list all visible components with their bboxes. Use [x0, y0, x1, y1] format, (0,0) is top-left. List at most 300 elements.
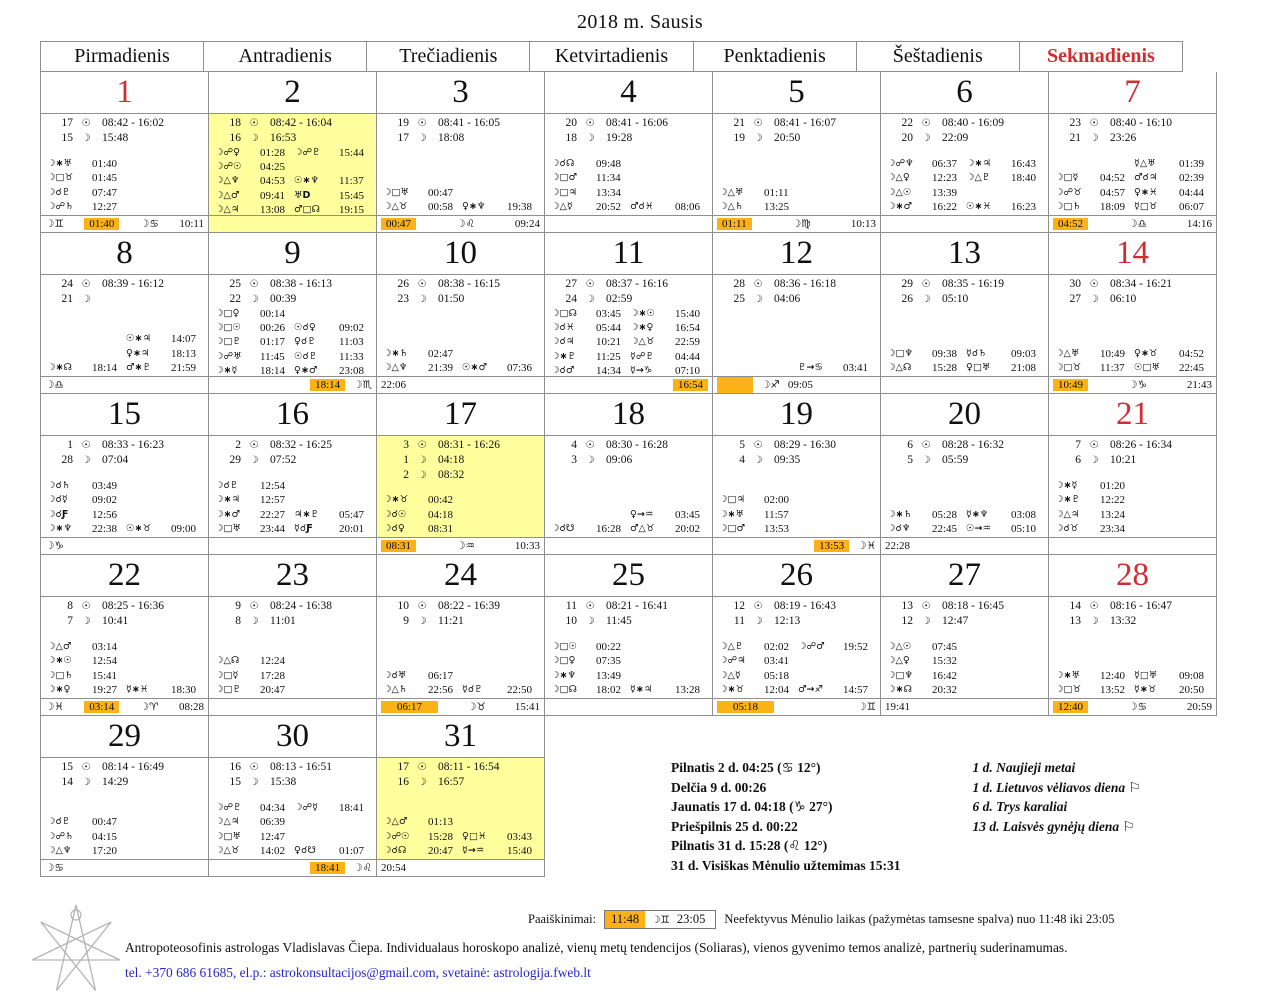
aspect-time [675, 186, 709, 200]
aspect-time [843, 186, 877, 200]
day-content [881, 597, 1048, 698]
moon-sign-token: ☽♉ [467, 701, 486, 713]
week-row-2 [41, 233, 1212, 394]
aspect-time: 16:54 [675, 322, 701, 335]
sun-icon: ☉ [585, 118, 595, 129]
sunrise-sunset-time: 08:38 - 16:13 [270, 278, 332, 290]
moon-sign-bar [41, 859, 208, 876]
moonrise-time: 16:57 [438, 776, 465, 788]
aspect-row [1055, 361, 1213, 375]
sun-icon: ☉ [753, 118, 763, 129]
moon-line [215, 453, 373, 468]
aspect-time: 02:47 [428, 347, 454, 360]
aspect-row [215, 493, 373, 507]
moon-sign-token: ☽♋ [1128, 701, 1147, 713]
aspect-time: 21:08 [1011, 361, 1037, 374]
sun-icon: ☉ [585, 440, 595, 451]
sun-line [719, 277, 877, 292]
moon-icon: ☽ [417, 294, 427, 305]
aspect-time: 19:15 [339, 203, 365, 215]
moon-sign-bar [41, 376, 208, 393]
sun-icon: ☉ [921, 279, 931, 290]
aspect-symbols [294, 669, 339, 683]
day-content [377, 758, 544, 859]
sunrise-sunset-time: 08:37 - 16:16 [606, 278, 668, 290]
sunrise-sunset-time: 08:18 - 16:45 [942, 600, 1004, 612]
sun-icon: ☉ [1089, 279, 1099, 290]
moon-line [887, 131, 1045, 146]
voc-time: 16:54 [673, 379, 708, 391]
aspect-symbols: ☽△☊ [215, 655, 240, 667]
day-content [209, 436, 376, 537]
aspect-time: 04:52 [1179, 347, 1205, 360]
page-title: 2018 m. Sausis [577, 11, 703, 33]
sunrise-sunset-time: 08:34 - 16:21 [1110, 278, 1172, 290]
day-content [377, 597, 544, 698]
aspect-row [215, 321, 373, 335]
aspect-time: 04:15 [92, 830, 118, 843]
aspect-time: 09:08 [1179, 669, 1205, 682]
moonrise-time: 04:06 [774, 293, 801, 305]
day-cell-25 [545, 555, 713, 716]
day-cell-26 [713, 555, 881, 716]
day-number: 11 [612, 235, 645, 271]
day-number: 20 [948, 396, 981, 432]
ingress-time: 09:24 [514, 218, 540, 230]
moon-icon: ☽ [417, 455, 427, 466]
aspect-time: 19:52 [843, 641, 869, 654]
aspect-time [843, 669, 877, 683]
aspect-symbols: ☽△♆ [383, 361, 408, 373]
aspect-time [171, 669, 205, 683]
day-cell-17 [377, 394, 545, 555]
aspect-row [551, 335, 709, 349]
day-cell-14 [1049, 233, 1217, 394]
moon-line [383, 468, 541, 483]
calendar-table [40, 41, 1212, 877]
aspect-time [171, 830, 205, 844]
aspect-rows [383, 790, 541, 858]
sunrise-sunset-time: 08:29 - 16:30 [774, 439, 836, 451]
day-number-band [1049, 72, 1216, 114]
legend-voc-end: 23:05 [676, 912, 706, 926]
aspect-time [339, 815, 373, 829]
aspect-time: 05:18 [764, 669, 790, 682]
sunrise-sunset-time: 08:24 - 16:38 [270, 600, 332, 612]
aspect-symbols [294, 683, 339, 697]
aspect-symbols: ☽∗♉ [719, 683, 744, 695]
day-number-band [881, 233, 1048, 275]
moon-day-number: 2 [403, 469, 409, 481]
aspect-time: 20:52 [596, 200, 622, 213]
aspect-row [215, 801, 373, 815]
moon-icon: ☽ [249, 455, 259, 466]
day-cell-22 [41, 555, 209, 716]
moon-icon: ☽ [921, 133, 931, 144]
voc-time: 04:52 [1053, 218, 1088, 230]
aspect-symbols [462, 186, 507, 200]
day-content [881, 436, 1048, 537]
aspect-symbols: ☽∗♃ [966, 158, 991, 170]
aspect-row [383, 830, 541, 844]
moon-line [1055, 614, 1213, 629]
day-cell-9 [209, 233, 377, 394]
aspect-symbols: ☽☍♇ [215, 802, 242, 814]
sun-icon: ☉ [417, 762, 427, 773]
day-number: 26 [780, 557, 813, 593]
moonrise-time: 18:08 [438, 132, 465, 144]
aspect-time: 06:07 [1179, 200, 1205, 213]
aspect-symbols: ☽☍☉ [383, 830, 410, 842]
aspect-symbols: ☽□♄ [1055, 200, 1082, 212]
aspect-rows [1055, 146, 1213, 214]
aspect-symbols: ☽△♃ [215, 816, 240, 828]
aspect-time [675, 171, 709, 185]
day-cell-11 [545, 233, 713, 394]
voc-time: 13:53 [814, 540, 849, 552]
ingress-time: 10:11 [179, 218, 204, 230]
aspect-time: 18:40 [1011, 172, 1037, 185]
aspect-symbols: ☽□☉ [215, 322, 242, 334]
moon-icon: ☽ [1089, 133, 1099, 144]
moon-day-number: 23 [397, 293, 409, 305]
aspect-symbols: ☽☌♄ [47, 480, 71, 492]
aspect-row [215, 189, 373, 203]
week-row-1 [41, 72, 1212, 233]
aspect-symbols: ☽☍♉ [1055, 186, 1082, 198]
day-number-band [377, 555, 544, 597]
aspect-row [719, 508, 877, 522]
aspect-rows [719, 468, 877, 536]
sun-day-number: 24 [61, 278, 73, 290]
moon-day-number: 11 [733, 615, 745, 627]
aspect-row [719, 640, 877, 654]
aspect-time: 07:45 [932, 641, 958, 654]
aspect-time [171, 640, 205, 654]
sun-day-number: 2 [235, 439, 241, 451]
moonrise-time: 15:38 [270, 776, 297, 788]
aspect-time [339, 493, 373, 507]
moon-line [47, 131, 205, 146]
sunrise-sunset-time: 08:41 - 16:06 [606, 117, 668, 129]
aspect-row [887, 683, 1045, 697]
week-row-5 [41, 716, 1183, 877]
aspect-time: 04:44 [1179, 186, 1205, 199]
sun-icon: ☉ [585, 601, 595, 612]
sun-day-number: 11 [565, 600, 577, 612]
aspect-time [675, 654, 709, 668]
aspect-time [171, 815, 205, 829]
day-content [377, 275, 544, 376]
aspect-time: 20:47 [428, 844, 454, 857]
sun-line [383, 760, 541, 775]
aspect-symbols: ☽∗☉ [630, 308, 655, 319]
aspect-symbols: ☽△♄ [383, 683, 408, 695]
aspect-symbols: ☽☍♆ [887, 158, 914, 170]
aspect-time: 09:02 [339, 322, 365, 335]
aspect-symbols: ☿∗♃ [630, 683, 653, 695]
sunrise-sunset-time: 08:35 - 16:19 [942, 278, 1004, 290]
aspect-row [551, 640, 709, 654]
voc-time: 12:40 [1053, 701, 1088, 713]
moon-icon: ☽ [753, 294, 763, 305]
aspect-time [339, 683, 373, 697]
aspect-row [719, 361, 877, 375]
moon-sign-bar [1049, 537, 1216, 554]
moon-day-number: 7 [67, 615, 73, 627]
day-content [41, 275, 208, 376]
moonrise-time: 05:10 [942, 293, 969, 305]
moon-icon: ☽ [585, 294, 595, 305]
aspect-symbols [294, 830, 339, 844]
aspect-time: 22:59 [675, 336, 701, 349]
aspect-symbols: ♂△♉ [630, 522, 655, 534]
aspect-symbols: ☽△♆ [47, 844, 72, 856]
aspect-symbols: ☽∗♆ [551, 669, 576, 681]
moon-line [47, 614, 205, 629]
moon-day-number: 16 [397, 776, 409, 788]
aspect-symbols: ♀□♓ [462, 830, 487, 842]
aspect-symbols: ☿△♅ [1134, 158, 1156, 170]
aspect-symbols [126, 186, 171, 200]
aspect-row [551, 321, 709, 335]
moon-line [551, 614, 709, 629]
sun-line [215, 599, 373, 614]
aspect-symbols: ☽∗♂ [887, 200, 912, 212]
aspect-rows [383, 146, 541, 214]
aspect-time: 01:11 [764, 186, 789, 199]
moon-sign-bar [41, 215, 208, 232]
aspect-symbols: ☽□♃ [719, 494, 746, 506]
day-number: 13 [948, 235, 981, 271]
sun-day-number: 1 [67, 439, 73, 451]
sun-day-number: 14 [1069, 600, 1081, 612]
aspect-time: 15:40 [507, 844, 533, 857]
aspect-time: 17:20 [92, 844, 118, 857]
aspect-time: 13:28 [675, 683, 701, 696]
sun-line [887, 116, 1045, 131]
day-content [377, 114, 544, 215]
aspect-time [92, 332, 126, 346]
moon-sign-bar [1049, 215, 1216, 232]
moon-line [383, 775, 541, 790]
aspect-time: 14:57 [843, 683, 869, 696]
aspect-rows [887, 307, 1045, 375]
aspect-symbols: ☽□♅ [215, 522, 242, 534]
aspect-time: 02:39 [1179, 172, 1205, 185]
day-content [713, 436, 880, 537]
aspect-time: 11:45 [260, 350, 285, 363]
day-number: 9 [284, 235, 301, 271]
aspect-time: 10:21 [596, 336, 622, 349]
sun-day-number: 22 [901, 117, 913, 129]
aspect-symbols: ☽∗☊ [47, 361, 72, 373]
holidays-list [973, 758, 1141, 836]
sunrise-sunset-time: 08:21 - 16:41 [606, 600, 668, 612]
day-cell-20 [881, 394, 1049, 555]
day-number-band [209, 233, 376, 275]
aspect-symbols [126, 654, 171, 668]
aspect-rows [551, 629, 709, 697]
day-content [545, 436, 712, 537]
day-number: 22 [108, 557, 141, 593]
aspect-time: 16:28 [596, 522, 622, 535]
aspect-rows [383, 307, 541, 375]
day-cell-6 [881, 72, 1049, 233]
aspect-time [507, 508, 541, 522]
sun-line [215, 760, 373, 775]
aspect-symbols: ☉∗♉ [126, 522, 151, 534]
day-number-band [209, 716, 376, 758]
moon-icon: ☽ [417, 616, 427, 627]
voc-time: 01:40 [84, 218, 119, 230]
moon-line [719, 614, 877, 629]
ingress-time: 08:28 [178, 701, 204, 713]
day-cell-1 [41, 72, 209, 233]
aspect-row [47, 493, 205, 507]
aspect-symbols [1134, 522, 1179, 536]
voc-time: 01:11 [717, 218, 752, 230]
aspect-symbols: ☽∗♉ [383, 494, 408, 506]
aspect-symbols: ♀□♅ [966, 361, 991, 373]
aspect-row [551, 200, 709, 214]
moon-sign-bar [881, 537, 1048, 554]
aspect-row [551, 350, 709, 364]
aspect-symbols [1134, 508, 1179, 522]
aspect-row [719, 654, 877, 668]
aspect-row [551, 508, 709, 522]
aspect-time [507, 493, 541, 507]
moon-icon: ☽ [585, 616, 595, 627]
aspect-symbols: ☽□☿ [1055, 172, 1079, 184]
moon-sign-bar [41, 537, 208, 554]
aspect-symbols: ♂☌♓ [630, 200, 654, 212]
aspect-symbols: ♀☌☋ [294, 844, 316, 856]
aspect-symbols: ☽∗☉ [47, 655, 72, 667]
sun-icon: ☉ [417, 601, 427, 612]
aspect-symbols: ☽☌☊ [551, 158, 575, 170]
moonrise-time: 12:47 [942, 615, 969, 627]
moonrise-time: 11:45 [606, 615, 632, 627]
aspect-time: 22:56 [428, 683, 454, 696]
moon-icon: ☽ [249, 777, 259, 788]
moon-day-number: 8 [235, 615, 241, 627]
moon-day-number: 12 [901, 615, 913, 627]
aspect-symbols: ☽△♅ [719, 186, 744, 198]
contact-info [125, 965, 591, 981]
sun-line [719, 599, 877, 614]
moon-line [383, 614, 541, 629]
day-number-band [377, 72, 544, 114]
aspect-time [92, 347, 126, 361]
aspect-time: 19:27 [92, 683, 118, 696]
sun-line [47, 438, 205, 453]
aspect-time: 20:50 [1179, 683, 1205, 696]
aspect-symbols: ☽□♅ [383, 186, 410, 198]
moon-day-number: 22 [229, 293, 241, 305]
aspect-symbols: ☽△♀ [887, 655, 910, 667]
day-number: 19 [780, 396, 813, 432]
sun-day-number: 30 [1069, 278, 1081, 290]
moon-sign-token: ☽♍ [791, 218, 811, 230]
moon-sign-token: ☽♑ [45, 540, 64, 552]
sun-line [47, 277, 205, 292]
aspect-time: 11:25 [596, 350, 621, 363]
moon-line [551, 292, 709, 307]
aspect-rows [1055, 468, 1213, 536]
aspect-symbols [798, 186, 843, 200]
aspect-rows [887, 468, 1045, 536]
moon-line [47, 775, 205, 790]
aspect-row [719, 186, 877, 200]
day-cell-16 [209, 394, 377, 555]
aspect-time [843, 493, 877, 507]
aspect-time [171, 186, 205, 200]
aspect-symbols [126, 479, 171, 493]
aspect-symbols: ♀∗♃ [126, 347, 150, 359]
aspect-time: 22:27 [260, 508, 286, 521]
moon-line [215, 614, 373, 629]
aspect-row [215, 146, 373, 160]
aspect-time: 13:39 [932, 186, 958, 199]
moon-day-number: 1 [403, 454, 409, 466]
moon-sign-bar [545, 537, 712, 554]
aspect-time [1011, 654, 1045, 668]
aspect-symbols [966, 669, 1011, 683]
aspect-time [339, 479, 373, 493]
aspect-time: 05:10 [1011, 522, 1037, 535]
aspect-row [551, 307, 709, 321]
aspect-rows [551, 468, 709, 536]
sun-day-number: 9 [235, 600, 241, 612]
aspect-time: 04:57 [1100, 186, 1126, 199]
aspect-time: 12:23 [932, 172, 958, 185]
aspect-row [887, 669, 1045, 683]
aspect-time: 18:14 [92, 361, 118, 374]
moon-sign-token: ☽♒ [456, 540, 475, 552]
aspect-symbols: ☽□♇ [215, 683, 242, 695]
moon-icon: ☽ [81, 133, 91, 144]
aspect-symbols: ☽☌♇ [47, 816, 71, 828]
day-number: 1 [116, 74, 133, 110]
legend-moon-sign-icon: ☽♊ [651, 913, 670, 926]
aspect-row [1055, 669, 1213, 683]
legend [528, 910, 1114, 929]
aspect-row [383, 669, 541, 683]
aspect-time: 03:43 [507, 830, 533, 843]
email-link[interactable]: astrokonsultacijos@gmail.com [269, 965, 436, 980]
website-link[interactable]: astrologija.fweb.lt [493, 965, 591, 980]
day-number-band [545, 233, 712, 275]
aspect-symbols: ☽∗☿ [215, 364, 238, 376]
aspect-time: 07:10 [675, 364, 701, 376]
aspect-symbols: ☽□♆ [887, 347, 914, 359]
sun-line [1055, 599, 1213, 614]
day-content [713, 597, 880, 698]
moonrise-time: 09:35 [774, 454, 801, 466]
aspect-time: 08:31 [428, 522, 454, 535]
aspect-row [887, 200, 1045, 214]
moon-icon: ☽ [417, 470, 427, 481]
sun-line [719, 116, 877, 131]
moonrise-time: 23:26 [1110, 132, 1137, 144]
sunrise-sunset-time: 08:41 - 16:07 [774, 117, 836, 129]
aspect-row [887, 508, 1045, 522]
moonrise-time: 16:53 [270, 132, 297, 144]
sun-icon: ☉ [417, 279, 427, 290]
moonrise-time: 22:09 [942, 132, 969, 144]
aspect-time: 12:24 [260, 655, 286, 668]
